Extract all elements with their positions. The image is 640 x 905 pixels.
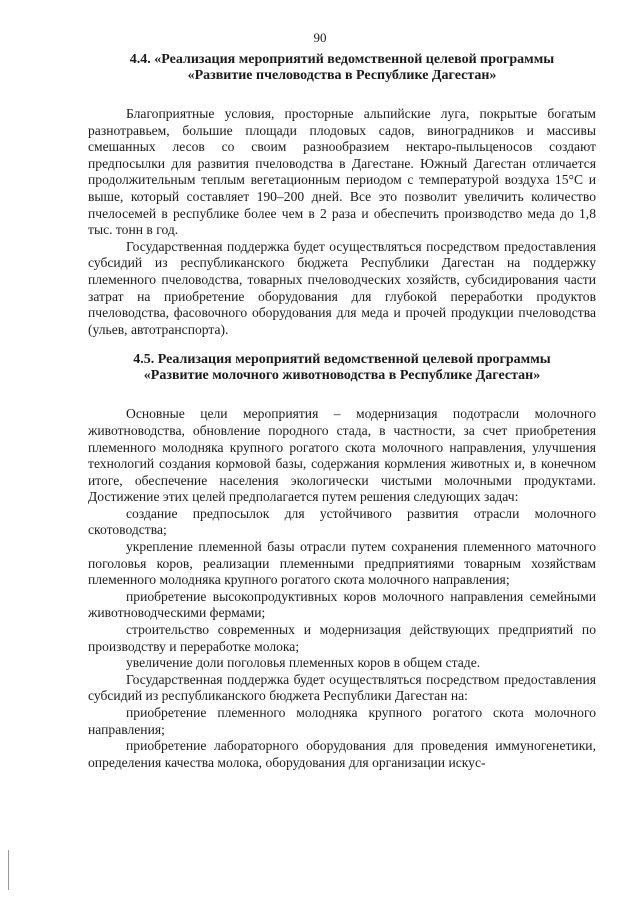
- section-4-5-support-paragraph: Государственная поддержка будет осуществляться посредством предоставления субсидий из республиканского бюджета Республики Дагестан на:: [88, 671, 596, 704]
- section-4-5-heading-line-2: «Развитие молочного животноводства в Республике Дагестан»: [143, 368, 541, 384]
- section-4-5-heading: [88, 352, 596, 384]
- section-4-5-heading-line-1: 4.5. Реализация мероприятий ведомственной целевой программы: [133, 352, 551, 368]
- section-4-4-paragraph-2: Государственная поддержка будет осуществляться посредством предоставления субсидий из республиканского бюджета Республики Дагестан на поддержку племенного пчеловодства, товарных пчеловодческих хозяйств, субсидирования части затрат на приобретение оборудования для глубокой переработки продуктов пчеловодства, фасовочного оборудования для меда и прочей продукции пчеловодства (ульев, автотранспорта).: [88, 238, 596, 337]
- section-4-5-task-5: увеличение доли поголовья племенных коров в общем стаде.: [126, 655, 481, 671]
- section-4-4-heading: [88, 52, 596, 84]
- section-4-5-task-2: укрепление племенной базы отрасли путем сохранения племенного маточного поголовья коров, реализации племенными предприятиями товарным хозяйствам племенного молодняка крупного рогатого скота молочного направления;: [88, 539, 596, 588]
- section-4-4-paragraph-1: Благоприятные условия, просторные альпийские луга, покрытые богатым разнотравьем, большие площади плодовых садов, виноградников и массивы смешанных лесов со своим разнообразием нектаро-пыльценосов создают предпосылки для развития пчеловодства в Дагестане. Южный Дагестан отличается продолжительным теплым вегетационным периодом с температурой воздуха 15°С и выше, который составляет 190–200 дней. Все это позволит увеличить количество пчелосемей в республике более чем в 2 раза и обеспечить производство меда до 1,8 тыс. тонн в год.: [88, 106, 596, 238]
- section-4-5-support-item-1: приобретение племенного молодняка крупного рогатого скота молочного направления;: [88, 705, 596, 737]
- page-number: 90: [313, 30, 327, 45]
- section-4-4-heading-line-2: «Развитие пчеловодства в Республике Дагестан»: [187, 68, 497, 83]
- scan-edge-mark: [8, 850, 9, 890]
- section-4-5-paragraph-1: Основные цели мероприятия – модернизация подотрасли молочного животноводства, обновление породного стада, в частности, за счет приобретения племенного молодняка крупного рогатого скота молочного направления, улучшения технологий создания кормовой базы, содержания кормления животных и, в конечном итоге, обеспечение населения экологически чистыми молочными продуктами. Достижение этих целей предполагается путем решения следующих задач:: [88, 406, 596, 505]
- section-4-5-support-item-2: приобретение лабораторного оборудования для проведения иммуногенетики, определения качества молока, оборудования для организации искус-: [88, 738, 596, 770]
- page-content: [88, 52, 596, 771]
- section-4-5-task-4: строительство современных и модернизация действующих предприятий по производству и переработке молока;: [88, 622, 596, 654]
- section-4-5-task-1: создание предпосылок для устойчивого развития отрасли молочного скотоводства;: [88, 505, 596, 538]
- section-4-4-heading-line-1: 4.4. «Реализация мероприятий ведомственной целевой программы: [129, 52, 555, 67]
- section-4-5-task-3: приобретение высокопродуктивных коров молочного направления семейными животноводческими фермами;: [88, 588, 596, 621]
